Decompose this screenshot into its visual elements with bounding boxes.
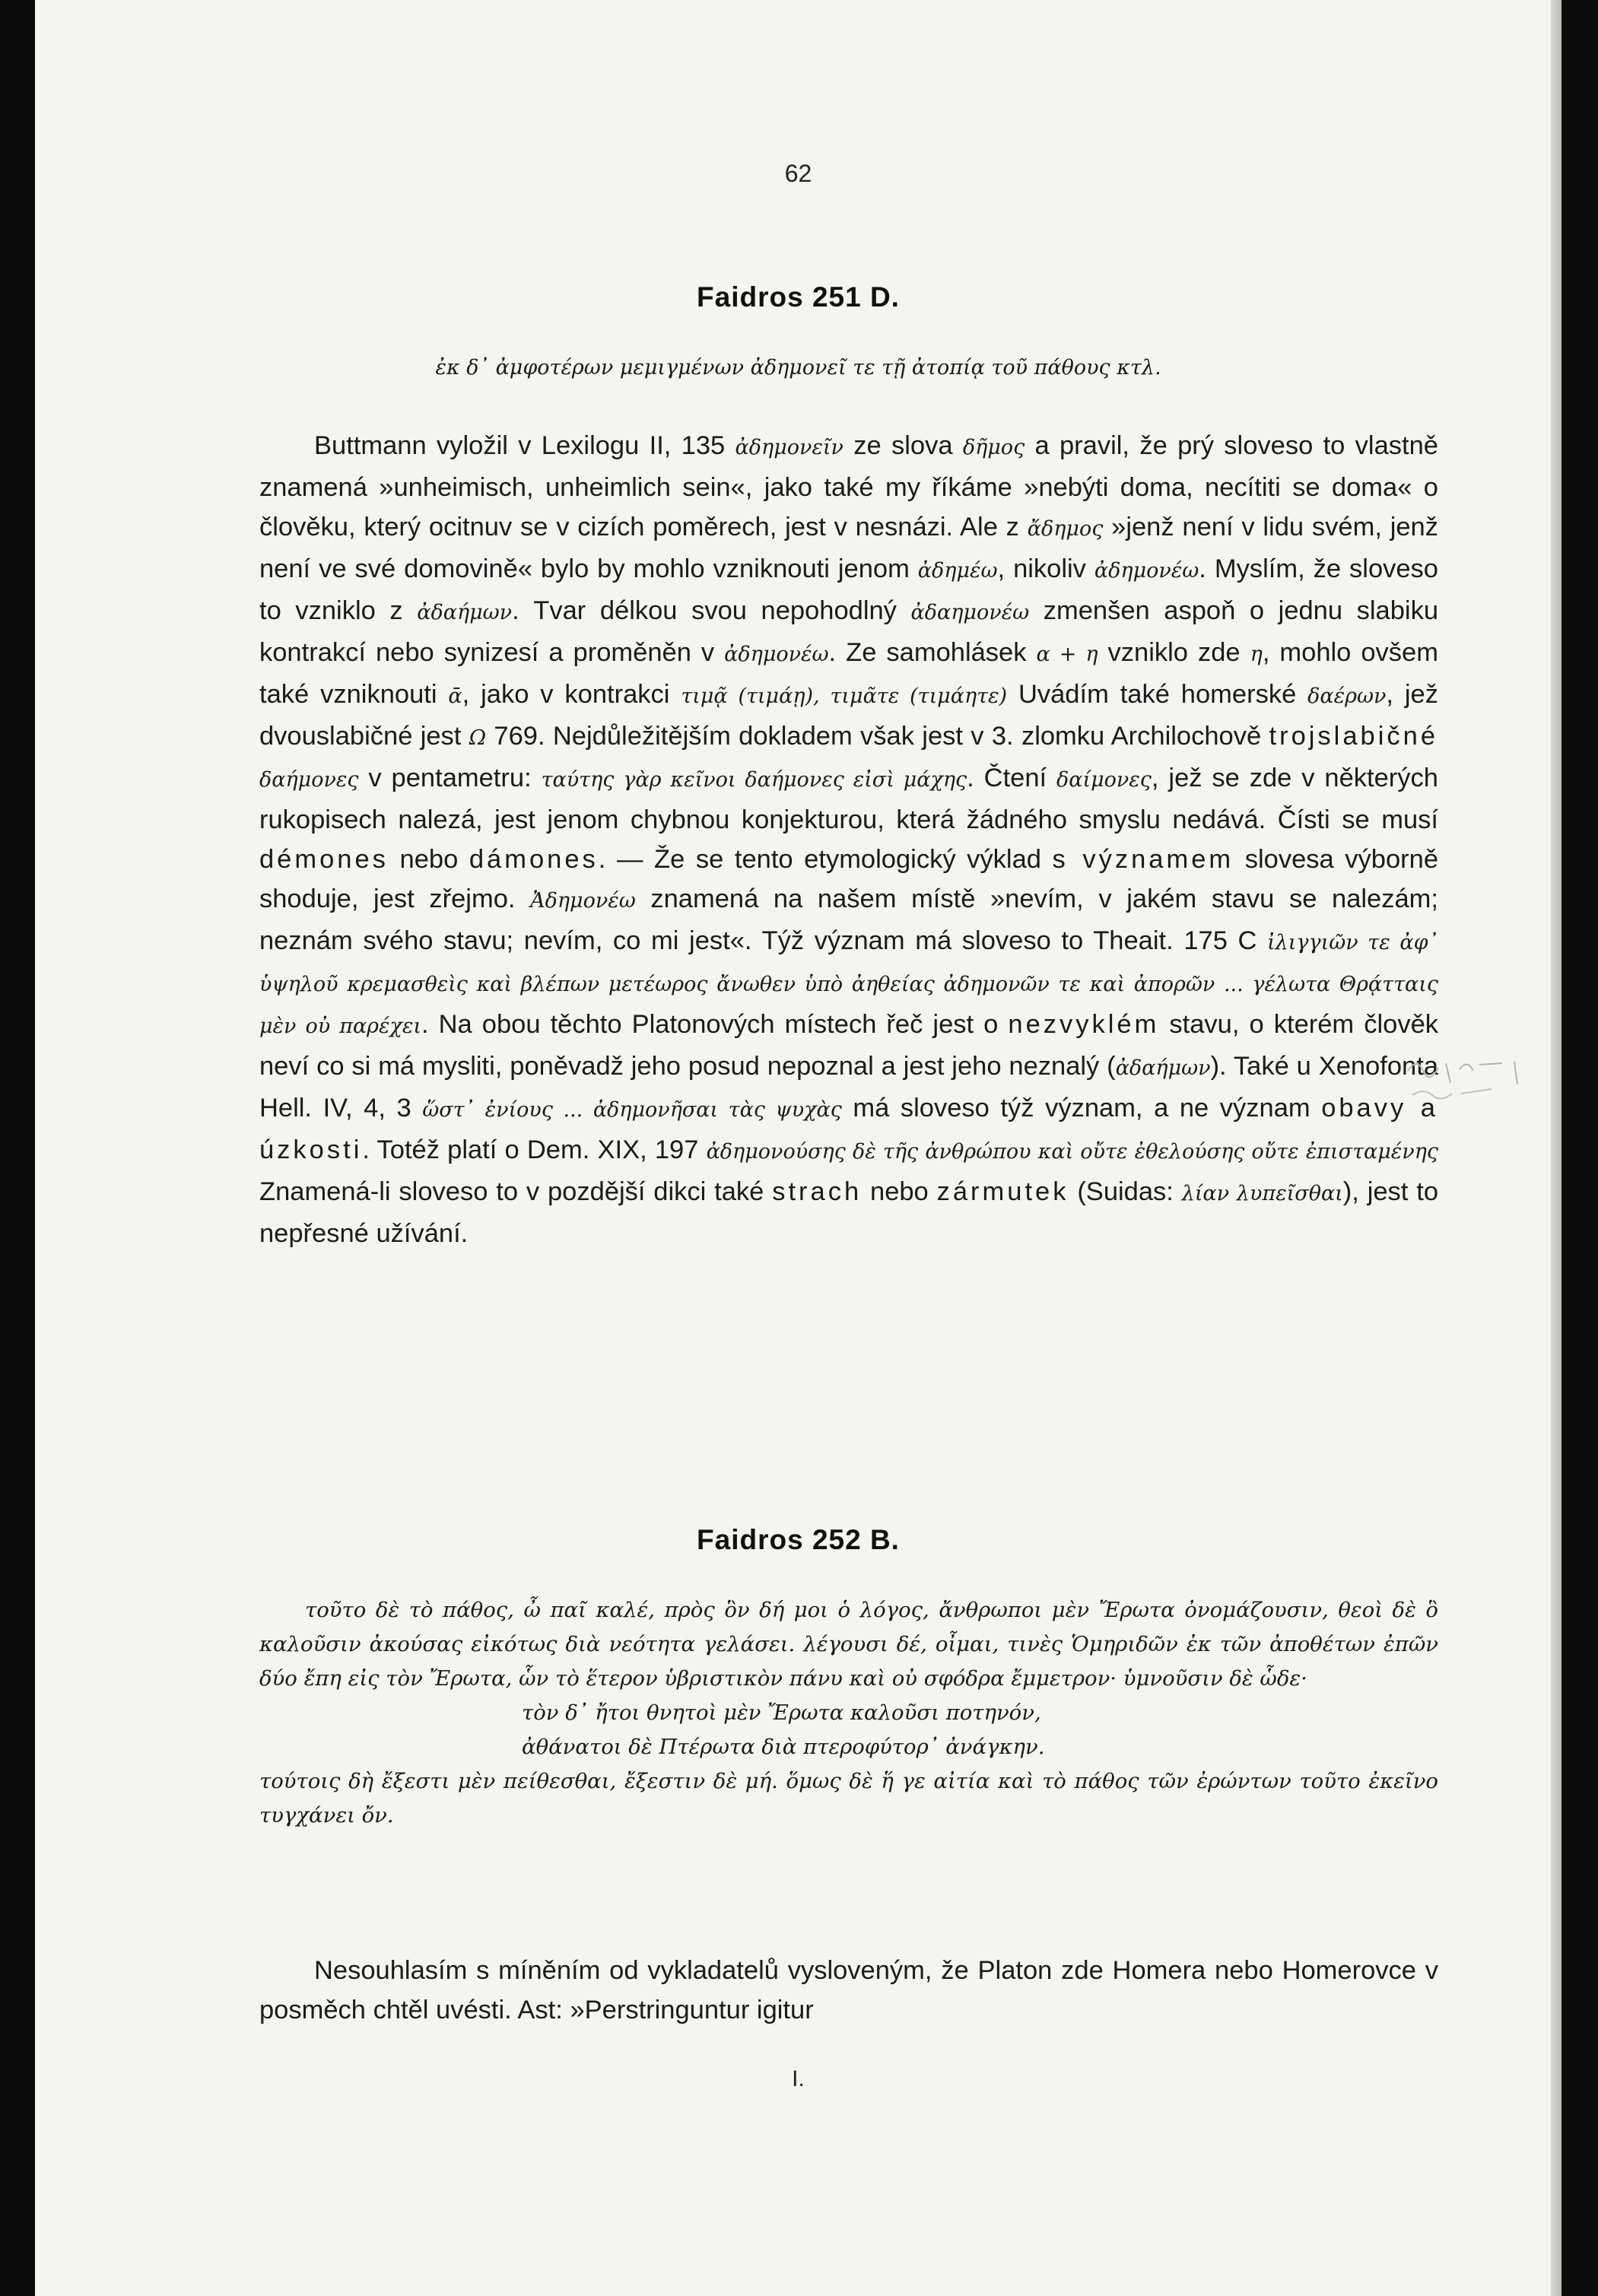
greek-verse-2: ἀθάνατοι δὲ Πτέρωτα διὰ πτεροφύτορ᾽ ἀνάγκην.: [522, 1735, 1045, 1759]
greek-term: δῆμος: [962, 436, 1025, 459]
text-run: stavu, o kterém člověk neví co si má mysliti, poněvadž jeho posud nepoznal a jest jeho neznalý (: [259, 1010, 1439, 1081]
greek-term: ταύτης γὰρ κεῖνοι δαήμονες εἰσὶ μάχης: [541, 768, 967, 792]
greek-term: ἰλιγγιῶν τε ἀφ᾽ ὑψηλοῦ κρεμασθεὶς καὶ βλέπων μετέωρος ἄνωθεν ὑπὸ ἀηθείας ἀδημονῶν τε καὶ ἀπορῶν ... γέλωτα Θρᾴτταις μὲν οὐ παρέχει: [259, 931, 1438, 1038]
text-run: . Čtení: [967, 764, 1057, 792]
greek-term: λίαν λυπεῖσθαι: [1181, 1182, 1343, 1205]
greek-term: δαίμονες: [1056, 768, 1152, 792]
greek-term: ἀδημονέω: [724, 643, 829, 666]
text-run: zmenšen aspoň o jednu slabiku kontrakcí nebo synizesí a proměněn v: [259, 596, 1439, 667]
text-run: Buttmann vyložil v Lexilogu II, 135: [314, 431, 735, 460]
text-run: »jenž není v lidu svém, jenž není ve své domovině« bylo by mohlo vzniknouti jenom: [259, 513, 1438, 583]
text-run: znamená na našem místě »nevím, v jakém stavu se nalezám; neznám svého stavu; nevím, co mi jest«. Týž význam má sloveso to Theait. 175 C: [259, 884, 1439, 955]
greek-quote-251d: ἐκ δ᾽ ἀμφοτέρων μεμιγμένων ἀδημονεῖ τε τῇ ἀτοπίᾳ τοῦ πάθους κτλ.: [435, 356, 1161, 379]
greek-term: Ἀδημονέω: [530, 889, 636, 913]
greek-term: η: [1250, 643, 1263, 666]
text-run: 769. Nejdůležitějším dokladem však jest v 3. zlomku Archilochově: [486, 722, 1269, 751]
greek-term: ἀδαήμων: [417, 601, 513, 624]
spaced-emphasis: nezvyklém: [1008, 1010, 1160, 1039]
greek-term: τιμᾷ (τιμάῃ), τιμᾶτε (τιμάητε): [681, 684, 1008, 708]
text-run: , jež se zde v některých rukopisech nalezá, jest jenom chybnou konjekturou, která žádného smyslu nedává. Čísti se musí: [259, 764, 1438, 834]
greek-term: δαέρων: [1307, 684, 1387, 708]
text-run: . — Že se tento etymologický výklad: [598, 845, 1053, 874]
greek-term: ἀδημονούσης δὲ τῆς ἀνθρώπου καὶ οὔτε ἐθελούσης οὔτε ἐπισταμένης: [706, 1140, 1438, 1164]
greek-term: ἀδημονέω: [1094, 559, 1199, 583]
text-run: . Ze samohlásek: [828, 638, 1037, 667]
text-run: má sloveso týž význam, a ne význam: [841, 1094, 1322, 1123]
spaced-emphasis: strach: [772, 1177, 863, 1206]
text-run: , mohlo ovšem také vzniknouti: [259, 638, 1438, 709]
text-run: . Tvar délkou svou nepohodlný: [512, 596, 911, 625]
text-run: . Myslím, že sloveso to vzniklo z: [259, 554, 1438, 625]
section-title-251d: Faidros 251 D.: [697, 281, 900, 313]
paragraph-text: Nesouhlasím s míněním od vykladatelů vysloveným, že Platon zde Homera nebo Homerovce v posměch chtěl uvésti. Ast: »Perstringuntur igitur: [259, 1956, 1438, 2024]
greek-prose-2: τούτοις δὴ ἔξεστι μὲν πείθεσθαι, ἔξεστιν δὲ μή. ὅμως δὲ ἥ γε αἰτία καὶ τὸ πάθος τῶν ἐρώντων τοῦτο ἐκεῖνο τυγχάνει ὄν.: [259, 1769, 1438, 1828]
greek-term: α + η: [1036, 643, 1098, 666]
greek-term: ὥστ᾽ ἐνίους ... ἀδημονῆσαι τὰς ψυχὰς: [422, 1098, 842, 1122]
text-run: v pentametru:: [358, 764, 542, 792]
commentary-paragraph-252b: [259, 1951, 1438, 2030]
spaced-emphasis: démones: [259, 845, 389, 874]
spaced-emphasis: obavy a úzkosti: [259, 1094, 1438, 1164]
pencil-margin-note: [1400, 1048, 1552, 1109]
spaced-emphasis: s významem: [1052, 845, 1234, 874]
commentary-paragraph-251d: [259, 426, 1438, 1253]
greek-term: ἄδημος: [1027, 517, 1104, 541]
text-run: slovesa výborně shoduje, jest zřejmo.: [259, 845, 1439, 913]
text-run: nebo: [388, 845, 469, 874]
greek-term: ᾱ: [448, 684, 462, 708]
text-run: ze slova: [843, 431, 963, 460]
greek-verse-1: τὸν δ᾽ ἤτοι θνητοὶ μὲν Ἔρωτα καλοῦσι ποτηνόν,: [522, 1701, 1041, 1725]
scanned-page: [35, 0, 1561, 2296]
text-run: Znamená-li sloveso to v pozdější dikci také: [259, 1177, 773, 1206]
page-edge: [1551, 0, 1561, 2296]
spaced-emphasis: zármutek: [936, 1177, 1069, 1206]
section-title-252b: Faidros 252 B.: [697, 1524, 900, 1555]
text-run: vzniklo zde: [1098, 638, 1250, 667]
text-run: , nikoliv: [997, 554, 1094, 583]
spaced-emphasis: dámones: [469, 845, 599, 874]
greek-term: ἀδαημονέω: [910, 601, 1030, 624]
text-run: Uvádím také homerské: [1007, 680, 1308, 709]
greek-term: ἀδημέω: [917, 559, 998, 583]
page-number: 62: [784, 160, 812, 187]
text-run: . Totéž platí o Dem. XIX, 197: [362, 1135, 707, 1164]
text-run: (Suidas:: [1069, 1177, 1182, 1206]
text-run: , jež dvouslabičné jest: [259, 680, 1438, 751]
text-run: ), jest to nepřesné užívání.: [259, 1177, 1439, 1248]
text-run: nebo: [862, 1177, 937, 1206]
greek-term: ἀδημονεῖν: [735, 436, 843, 459]
paragraph-text: [259, 426, 1438, 1253]
signature-mark: I.: [792, 2066, 805, 2091]
text-run: ). Také u Xenofonta Hell. IV, 4, 3: [259, 1052, 1439, 1123]
greek-prose-1: τοῦτο δὲ τὸ πάθος, ὦ παῖ καλέ, πρὸς ὃν δή μοι ὁ λόγος, ἄνθρωποι μὲν Ἔρωτα ὀνομάζουσιν, θεοὶ δὲ ὃ καλοῦσιν ἀκούσας εἰκότως διὰ νεότητα γελάσει. λέγουσι δέ, οἶμαι, τινὲς Ὁμηριδῶν ἐκ τῶν ἀποθέτων ἐπῶν δύο ἔπη εἰς τὸν Ἔρωτα, ὧν τὸ ἕτερον ὑβριστικὸν πάνυ καὶ οὐ σφόδρα ἔμμετρον· ὑμνοῦσιν δὲ ὧδε·: [259, 1598, 1438, 1691]
greek-term: ἀδαήμων: [1115, 1056, 1211, 1080]
text-run: , jako v kontrakci: [462, 680, 681, 709]
greek-term: δαήμονες: [259, 768, 359, 792]
text-run: . Na obou těchto Platonových místech řeč jest o: [421, 1010, 1009, 1039]
greek-passage-252b: [259, 1593, 1438, 1833]
greek-term: Ω: [469, 726, 487, 750]
text-run: a pravil, že prý sloveso to vlastně znamená »unheimisch, unheimlich sein«, jako také my říkáme »nebýti doma, necítiti se doma« o člověku, který ocitnuv se v cizích poměrech, jest v nesnázi. Ale z: [259, 431, 1438, 541]
spaced-emphasis: trojslabičné: [1269, 722, 1439, 751]
